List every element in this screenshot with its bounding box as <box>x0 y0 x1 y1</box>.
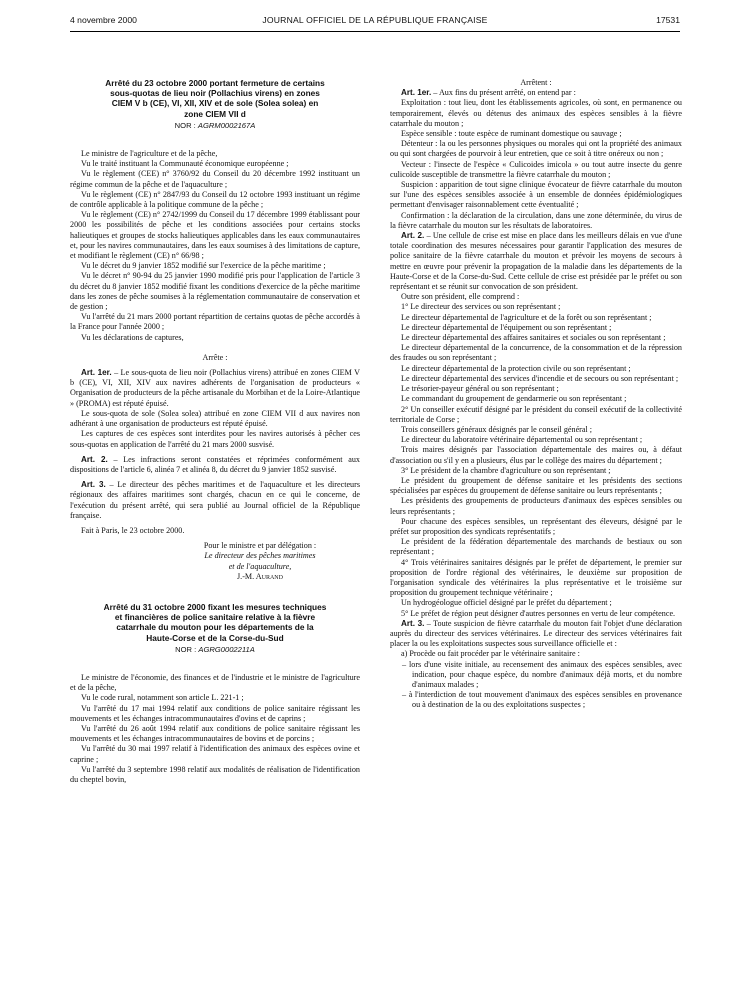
paragraph: Vu le règlement (CEE) n° 3760/92 du Conseil du 20 décembre 1992 instituant un régime commun de la pêche et de l'aquaculture ; <box>70 169 360 189</box>
decree-2-title-line: catarrhale du mouton pour les départements de la <box>116 622 314 633</box>
right-column <box>390 78 682 711</box>
committee-member: Le directeur départemental de la protection civile ou son représentant ; <box>401 363 631 373</box>
committee-member: 2° Un conseiller exécutif désigné par le président du conseil exécutif de la collectivité territoriale de Corse ; <box>390 404 682 424</box>
article-2 <box>70 455 360 475</box>
list-item: a) Procède ou fait procéder par le vétérinaire sanitaire : <box>401 649 580 659</box>
paragraph: Vu les déclarations de captures, <box>81 332 184 342</box>
article-1 <box>390 88 682 98</box>
list-item: – lors d'une visite initiale, au recensement des animaux des espèces sensibles, avec indication, pour chaque espèce, du nombre d'animaux déjà morts, et du nombre d'animaux malades ; <box>402 659 682 689</box>
committee-member: Le président du groupement de défense sanitaire et les présidents des sections spécialisées par espèces du groupement de défense sanitaire ou leurs représentants ; <box>390 475 682 496</box>
paragraph: Vu le décret n° 90-94 du 25 janvier 1990 modifié pris pour l'application de l'article 3 du décret du 8 janvier 1852 modifié fixant les conditions d'exercice de la pêche maritime dans les zones de pêche soumises à la réglementation communautaire de conservation et de gestion ; <box>70 271 360 312</box>
committee-member: Le directeur départemental des services d'incendie et de secours ou son représentant ; <box>401 373 679 383</box>
committee-member: 3° Le président de la chambre d'agriculture ou son représentant ; <box>401 465 611 475</box>
signatory-name: J.-M. Aurand <box>237 571 283 581</box>
decree-1-title-line: Arrêté du 23 octobre 2000 portant fermeture de certains <box>105 78 325 88</box>
committee-member: 5° Le préfet de région peut désigner d'autres personnes en vertu de leur compétence. <box>401 608 676 618</box>
header-page-number: 17531 <box>656 15 680 25</box>
decree-1-nor <box>70 121 360 131</box>
decree-2-arretent: Arrêtent : <box>520 78 552 87</box>
committee-member: Pour chacune des espèces sensibles, un représentant des éleveurs, désigné par le préfet sur proposition des syndicats représentatifs ; <box>390 516 682 536</box>
article-2 <box>390 231 682 292</box>
left-column <box>70 78 360 785</box>
article-3 <box>390 619 682 650</box>
decree-2-title-line: et financières de police sanitaire relative à la fièvre <box>114 612 316 623</box>
committee-member: 1° Le directeur des services ou son représentant ; <box>401 302 561 312</box>
signature-line: Pour le ministre et par délégation : <box>203 541 317 551</box>
committee-member: Le président de la fédération départementale des marchands de bestiaux ou son représentant ; <box>390 537 682 557</box>
decree-1-title-line: zone CIEM VII d <box>184 108 246 119</box>
paragraph: Vu l'arrêté du 17 mai 1994 relatif aux conditions de police sanitaire régissant les mouvements et les échanges intracommunautaires d'ovins et de caprins ; <box>70 703 360 723</box>
nor-label: NOR : <box>174 120 196 130</box>
header-journal-title: JOURNAL OFFICIEL DE LA RÉPUBLIQUE FRANÇAISE <box>262 15 488 25</box>
committee-member: Le commandant du groupement de gendarmerie ou son représentant ; <box>401 394 627 404</box>
nor-code: AGRG0002211A <box>198 644 255 654</box>
article-label: Art. 2. <box>401 231 425 241</box>
committee-member: Le directeur du laboratoire vétérinaire départemental ou son représentant ; <box>401 435 643 445</box>
article-label: Art. 1er. <box>81 368 112 378</box>
paragraph: Vu l'arrêté du 3 septembre 1998 relatif aux modalités de réalisation de l'identification du cheptel bovin, <box>70 764 360 784</box>
committee-member: Le directeur départemental de l'agriculture et de la forêt ou son représentant ; <box>401 312 652 322</box>
paragraph: Les captures de ces espèces sont interdites pour les navires autorisés à pêcher ces sous-quotas en application de l'arrêté du 21 mars 2000 susvisé. <box>70 429 360 449</box>
decree-2-nor <box>70 645 360 655</box>
article-text: – Une cellule de crise est mise en place dans les meilleurs délais en vue d'une totale coordination des mesures nécessaires pour garantir l'application des mesures de police sanitaire de la fièvre catarrhale du mouton et prévoir les moyens de secours à mettre en œuvre pour prévenir la propagation de la maladie dans les départements de la Haute-Corse et de la Corse-du-Sud. Cette cellule de crise est présidée par le préfet ou son représentant et se réunit sur convocation de son président. <box>390 231 682 292</box>
article-text: – Le sous-quota de lieu noir (Pollachius virens) attribué en zones CIEM V b (CE), VI, XII, XIV aux navires adhérents de l'organisation de producteurs « Organisation de producteurs de la pêche artisanale du Morbihan et de la Loire-Atlantique » (PROMA) est réputé épuisé. <box>70 368 360 408</box>
article-label: Art. 2. <box>81 454 108 464</box>
paragraph: Vu le décret du 9 janvier 1852 modifié sur l'exercice de la pêche maritime ; <box>81 261 326 271</box>
paragraph: Le ministre de l'agriculture et de la pêche, <box>81 149 218 159</box>
article-text: – Les infractions seront constatées et réprimées conformément aux dispositions de l'article 6, alinéa 7 et alinéa 8, du décret du 9 janvier 1852 susvisé. <box>70 454 360 474</box>
paragraph: Vu l'arrêté du 30 mai 1997 relatif à l'identification des animaux des espèces ovine et caprine ; <box>70 744 360 764</box>
definition: Détenteur : la ou les personnes physiques ou morales qui ont la propriété des animaux ou qui sont chargées de pourvoir à leur entretien, que ce soit à titre onéreux ou non ; <box>390 139 682 159</box>
decree-2-title <box>70 602 360 643</box>
article-text: – Le directeur des pêches maritimes et de l'aquaculture et les directeurs régionaux des affaires maritimes sont chargés, chacun en ce qui le concerne, de l'exécution du présent arrêté, qui sera publié au Journal officiel de la République française. <box>70 480 360 520</box>
committee-member: Le trésorier-payeur général ou son représentant ; <box>401 384 559 394</box>
committee-member: Trois maires désignés par l'association départementale des maires ou, à défaut d'association ou s'il y en a plusieurs, élus par le collège des maires du département ; <box>390 445 682 465</box>
paragraph: Vu l'arrêté du 26 août 1994 relatif aux conditions de police sanitaire régissant les mouvements et les échanges intracommunautaires de bovins et de porcins ; <box>70 723 360 744</box>
article-3 <box>70 480 360 521</box>
article-label: Art. 3. <box>81 480 106 490</box>
page-header <box>70 12 680 28</box>
paragraph: Outre son président, elle comprend : <box>401 292 520 302</box>
header-date: 4 novembre 2000 <box>70 15 137 25</box>
article-label: Art. 3. <box>401 618 425 628</box>
decree-1-date: Fait à Paris, le 23 octobre 2000. <box>81 525 185 535</box>
decree-1-title-line: sous-quotas de lieu noir (Pollachius virens) en zones <box>110 88 320 99</box>
committee-member: Le directeur départemental de l'équipement ou son représentant ; <box>401 322 612 332</box>
list-item: – à l'interdiction de tout mouvement d'animaux des espèces sensibles en provenance ou à destination de la ou des exploitations suspectes ; <box>402 690 682 710</box>
paragraph: Vu le traité instituant la Communauté économique européenne ; <box>81 159 289 169</box>
article-1 <box>70 368 360 409</box>
signature-line: Le directeur des pêches maritimes <box>204 551 316 561</box>
article-text: – Toute suspicion de fièvre catarrhale du mouton fait l'objet d'une déclaration auprès du directeur des services vétérinaires. Le directeur des services vétérinaires fait placer la ou les exploitations suspectes sous surveillance officielle et : <box>390 618 682 649</box>
definition: Espèce sensible : toute espèce de ruminant domestique ou sauvage ; <box>401 129 622 139</box>
paragraph: Vu le règlement (CE) n° 2742/1999 du Conseil du 17 décembre 1999 établissant pour 2000 les possibilités de pêche et les conditions associées pour certains stocks halieutiques et groupes de stocks halieutiques applicables dans les eaux communautaires et, pour les navires communautaires, dans les eaux soumises à des limitations de capture, et modifiant le règlement (CE) n° 66/98 ; <box>70 210 360 261</box>
committee-member: Trois conseillers généraux désignés par le conseil général ; <box>401 424 593 434</box>
nor-code: AGRM0002167A <box>197 120 256 130</box>
paragraph: Vu le règlement (CE) n° 2847/93 du Conseil du 12 octobre 1993 instituant un régime de contrôle applicable à la politique commune de la pêche ; <box>70 189 360 210</box>
decree-2-title-line: Arrêté du 31 octobre 2000 fixant les mesures techniques <box>103 601 327 612</box>
signature-line: et de l'aquaculture, <box>228 561 292 571</box>
decree-1-signature <box>70 541 360 582</box>
nor-label: NOR : <box>175 644 197 654</box>
paragraph: Vu le code rural, notamment son article L. 221-1 ; <box>81 693 244 703</box>
paragraph: Le sous-quota de sole (Solea solea) attribué en zone CIEM VII d aux navires non adhérant à une organisation de producteurs est réputé épuisé. <box>70 408 360 429</box>
decree-1-arrete: Arrête : <box>202 352 228 362</box>
committee-member: Un hydrogéologue officiel désigné par le préfet du département ; <box>401 598 612 608</box>
definition: Vecteur : l'insecte de l'espèce « Culicoides imicola » ou tout autre insecte du genre culicoïde susceptible de transmettre la fièvre catarrhale du mouton ; <box>390 159 682 179</box>
definition: Confirmation : la déclaration de la circulation, dans une zone déterminée, du virus de la fièvre catarrhale du mouton sur les résultats de laboratoires. <box>390 210 682 230</box>
article-text: – Aux fins du présent arrêté, on entend par : <box>431 88 576 98</box>
article-label: Art. 1er. <box>401 88 432 98</box>
definition: Exploitation : tout lieu, dont les établissements agricoles, où sont, en permanence ou temporairement, élevés ou détenus des animaux des espèces sensibles à la fièvre catarrhale du mouton ; <box>390 98 682 128</box>
committee-member: Le directeur départemental des affaires sanitaires et sociales ou son représentant ; <box>401 333 666 343</box>
paragraph: Vu l'arrêté du 21 mars 2000 portant répartition de certains quotas de pêche accordés à la France pour l'année 2000 ; <box>70 312 360 332</box>
definition: Suspicion : apparition de tout signe clinique évocateur de fièvre catarrhale du mouton sur l'une des espèces sensibles associée à un ensemble de données épidémiologiques permettant d'envisager raisonnablement cette éventualité ; <box>390 180 682 210</box>
committee-member: Le directeur départemental de la concurrence, de la consommation et de la répression des fraudes ou son représentant ; <box>390 343 682 363</box>
committee-member: Les présidents des groupements de producteurs d'animaux des espèces sensibles ou leurs représentants ; <box>390 496 682 516</box>
paragraph: Le ministre de l'économie, des finances et de l'industrie et le ministre de l'agriculture et de la pêche, <box>70 672 360 693</box>
committee-member: 4° Trois vétérinaires sanitaires désignés par le préfet de département, le premier sur proposition de l'ordre régional des vétérinaires, le deuxième sur proposition de l'organisation syndicale des vétérinaires la plus représentative et le troisième sur proposition du groupement technique vétérinaire ; <box>390 557 682 598</box>
decree-2-title-line: Haute-Corse et de la Corse-du-Sud <box>146 632 284 643</box>
header-rule <box>70 31 680 32</box>
decree-1-title <box>70 78 360 119</box>
decree-1-title-line: CIEM V b (CE), VI, XII, XIV et de sole (Solea solea) en <box>111 98 319 109</box>
